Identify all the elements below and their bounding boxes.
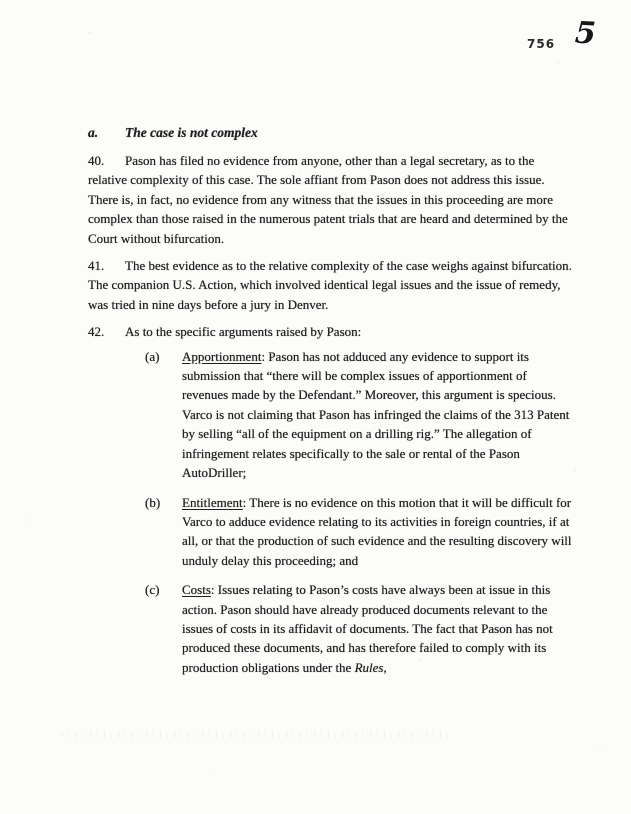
page-stamp-number: 756	[527, 37, 556, 51]
subparagraph-body: Pason has not adduced any evidence to support its submission that “there will be complex issues of apportionment of revenues made by the Defendant.” Moreover, this argument is specious. Varco is not claiming that Pason has infringed the claims of the 313 Patent by selling “all of the equipment on a drilling rig.” The allegation of infringement relates specifically to the sale or rental of the Pason AutoDriller;	[182, 348, 570, 481]
subparagraph-label: (b)	[145, 494, 161, 510]
handwritten-page-number: 5	[574, 15, 597, 52]
scan-noise	[62, 731, 454, 738]
subparagraph-label: (a)	[145, 348, 160, 364]
paragraph-40	[88, 151, 572, 248]
section-heading-label: a.	[88, 125, 99, 140]
paragraph-text: As to the specific arguments raised by Pason:	[125, 324, 362, 340]
subparagraph-text	[182, 580, 576, 677]
subparagraph-a	[145, 347, 580, 483]
subparagraph-label: (c)	[145, 582, 160, 598]
paragraph-number: 42.	[88, 324, 105, 340]
subparagraph-b	[145, 493, 580, 571]
paragraph-41	[88, 256, 572, 314]
paragraph-text: Pason has filed no evidence from anyone, other than a legal secretary, as to the relative complexity of this case. The sole affiant from Pason does not address this issue. There is, in fact, no evidence from any witness that the issues in this proceeding are more complex than those raised in the numerous patent trials that are heard and determined by the Court without bifurcation.	[88, 153, 568, 246]
underlined-term: Entitlement	[182, 494, 243, 510]
subparagraph-tail: ,	[383, 659, 387, 675]
section-heading	[88, 123, 580, 142]
paragraph-number: 40.	[88, 153, 105, 168]
italic-word: Rules	[354, 659, 384, 675]
subparagraph-text	[182, 493, 576, 571]
section-heading-title: The case is not complex	[125, 125, 258, 140]
document-body	[88, 123, 580, 687]
paragraph-42	[88, 322, 572, 341]
term-separator: :	[261, 348, 266, 364]
subparagraph-text	[182, 347, 576, 483]
subparagraph-body: There is no evidence on this motion that it will be difficult for Varco to adduce evidence relating to its activities in foreign countries, if at all, or that the production of such evidence and the resulting discovery will unduly delay this proceeding; and	[182, 494, 572, 568]
paragraph-number: 41.	[88, 258, 105, 274]
subparagraph-body: Issues relating to Pason’s costs have always been at issue in this action. Pason should have already produced documents relevant to the issues of costs in its affidavit of documents. The fact that Pason has not produced these documents, and has therefore failed to comply with its production obligations under the	[182, 582, 553, 675]
term-separator: :	[210, 582, 215, 598]
term-separator: :	[242, 494, 247, 510]
underlined-term: Apportionment	[182, 348, 262, 364]
subparagraph-c	[145, 580, 580, 677]
paragraph-text: The best evidence as to the relative complexity of the case weighs against bifurcation. The companion U.S. Action, which involved identical legal issues and the issue of remedy, was tried in nine days before a jury in Denver.	[88, 258, 572, 312]
underlined-term: Costs	[182, 582, 211, 598]
